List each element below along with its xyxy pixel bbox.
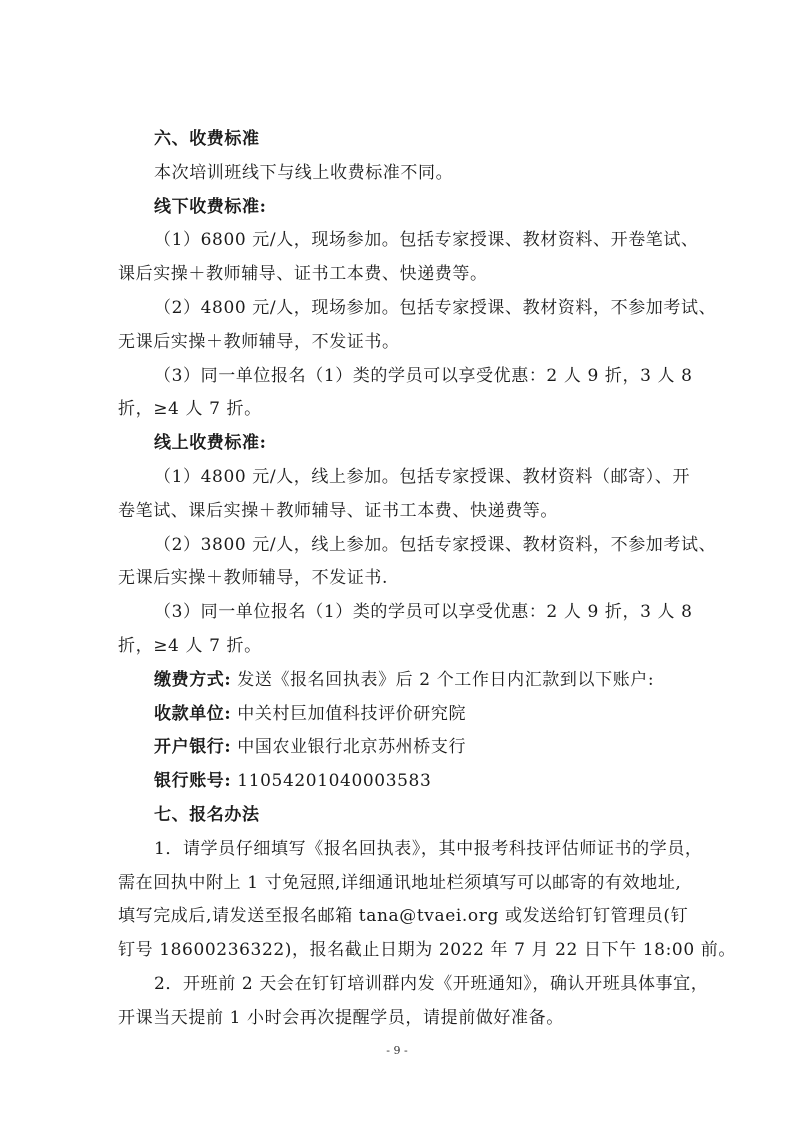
payee-row [118, 698, 718, 732]
online-item-2-line-1: （2）3800 元/人，线上参加。包括专家授课、教材资料，不参加考试、 [154, 534, 717, 555]
section-heading-registration: 七、报名办法 [154, 804, 260, 825]
account-label: 银行账号: [154, 771, 232, 792]
offline-item-1-line-1: （1）6800 元/人，现场参加。包括专家授课、教材资料、开卷笔试、 [154, 230, 699, 251]
section-heading-fees: 六、收费标准 [154, 129, 260, 149]
payee-value: 中关村巨加值科技评价研究院 [231, 703, 467, 724]
offline-item-1-line-2: 课后实操＋教师辅导、证书工本费、快递费等。 [118, 264, 488, 285]
online-fees-heading: 线上收费标准: [154, 433, 267, 454]
payment-method-row [118, 664, 718, 698]
offline-fees-heading: 线下收费标准: [154, 196, 267, 217]
payee-label: 收款单位: [154, 703, 232, 724]
page-number: - 9 - [386, 1044, 408, 1057]
offline-item-3-line-1: （3）同一单位报名（1）类的学员可以享受优惠：2 人 9 折，3 人 8 [154, 365, 693, 386]
bank-value: 中国农业银行北京苏州桥支行 [231, 737, 467, 758]
offline-item-2-line-1: （2）4800 元/人，现场参加。包括专家授课、教材资料，不参加考试、 [154, 297, 717, 318]
account-value: 11054201040003583 [231, 771, 432, 792]
online-item-1-line-2: 卷笔试、课后实操＋教师辅导、证书工本费、快递费等。 [118, 500, 558, 521]
payment-method-label: 缴费方式: [154, 669, 232, 690]
bank-label: 开户银行: [154, 737, 232, 758]
fees-intro: 本次培训班线下与线上收费标准不同。 [154, 162, 454, 183]
offline-item-3-line-2: 折，≥4 人 7 折。 [118, 399, 262, 420]
registration-p2-line-2: 开课当天提前 1 小时会再次提醒学员，请提前做好准备。 [118, 1007, 564, 1028]
registration-p1-line-1: 1．请学员仔细填写《报名回执表》，其中报考科技评估师证书的学员， [154, 838, 703, 859]
online-item-3-line-1: （3）同一单位报名（1）类的学员可以享受优惠：2 人 9 折，3 人 8 [154, 602, 693, 623]
account-row [118, 765, 718, 799]
online-item-1-line-1: （1）4800 元/人，线上参加。包括专家授课、教材资料（邮寄）、开 [154, 466, 691, 487]
registration-p1-line-2: 需在回执中附上 1 寸免冠照,详细通讯地址栏须填写可以邮寄的有效地址, [118, 872, 682, 893]
bank-row [118, 731, 718, 765]
registration-p2-line-1: 2．开班前 2 天会在钉钉培训群内发《开班通知》，确认开班具体事宜， [154, 973, 709, 994]
registration-p1-line-3: 填写完成后,请发送至报名邮箱 tana@tvaei.org 或发送给钉钉管理员(钉 [118, 906, 689, 927]
online-item-3-line-2: 折，≥4 人 7 折。 [118, 635, 262, 656]
page-content [118, 123, 736, 1036]
offline-item-2-line-2: 无课后实操＋教师辅导，不发证书。 [118, 331, 400, 352]
registration-p1-line-4: 钉号 18600236322)，报名截止日期为 2022 年 7 月 22 日下午 18:00 前。 [118, 940, 736, 961]
payment-method-value: 发送《报名回执表》后 2 个工作日内汇款到以下账户: [231, 669, 655, 690]
online-item-2-line-2: 无课后实操＋教师辅导，不发证书. [118, 568, 389, 589]
